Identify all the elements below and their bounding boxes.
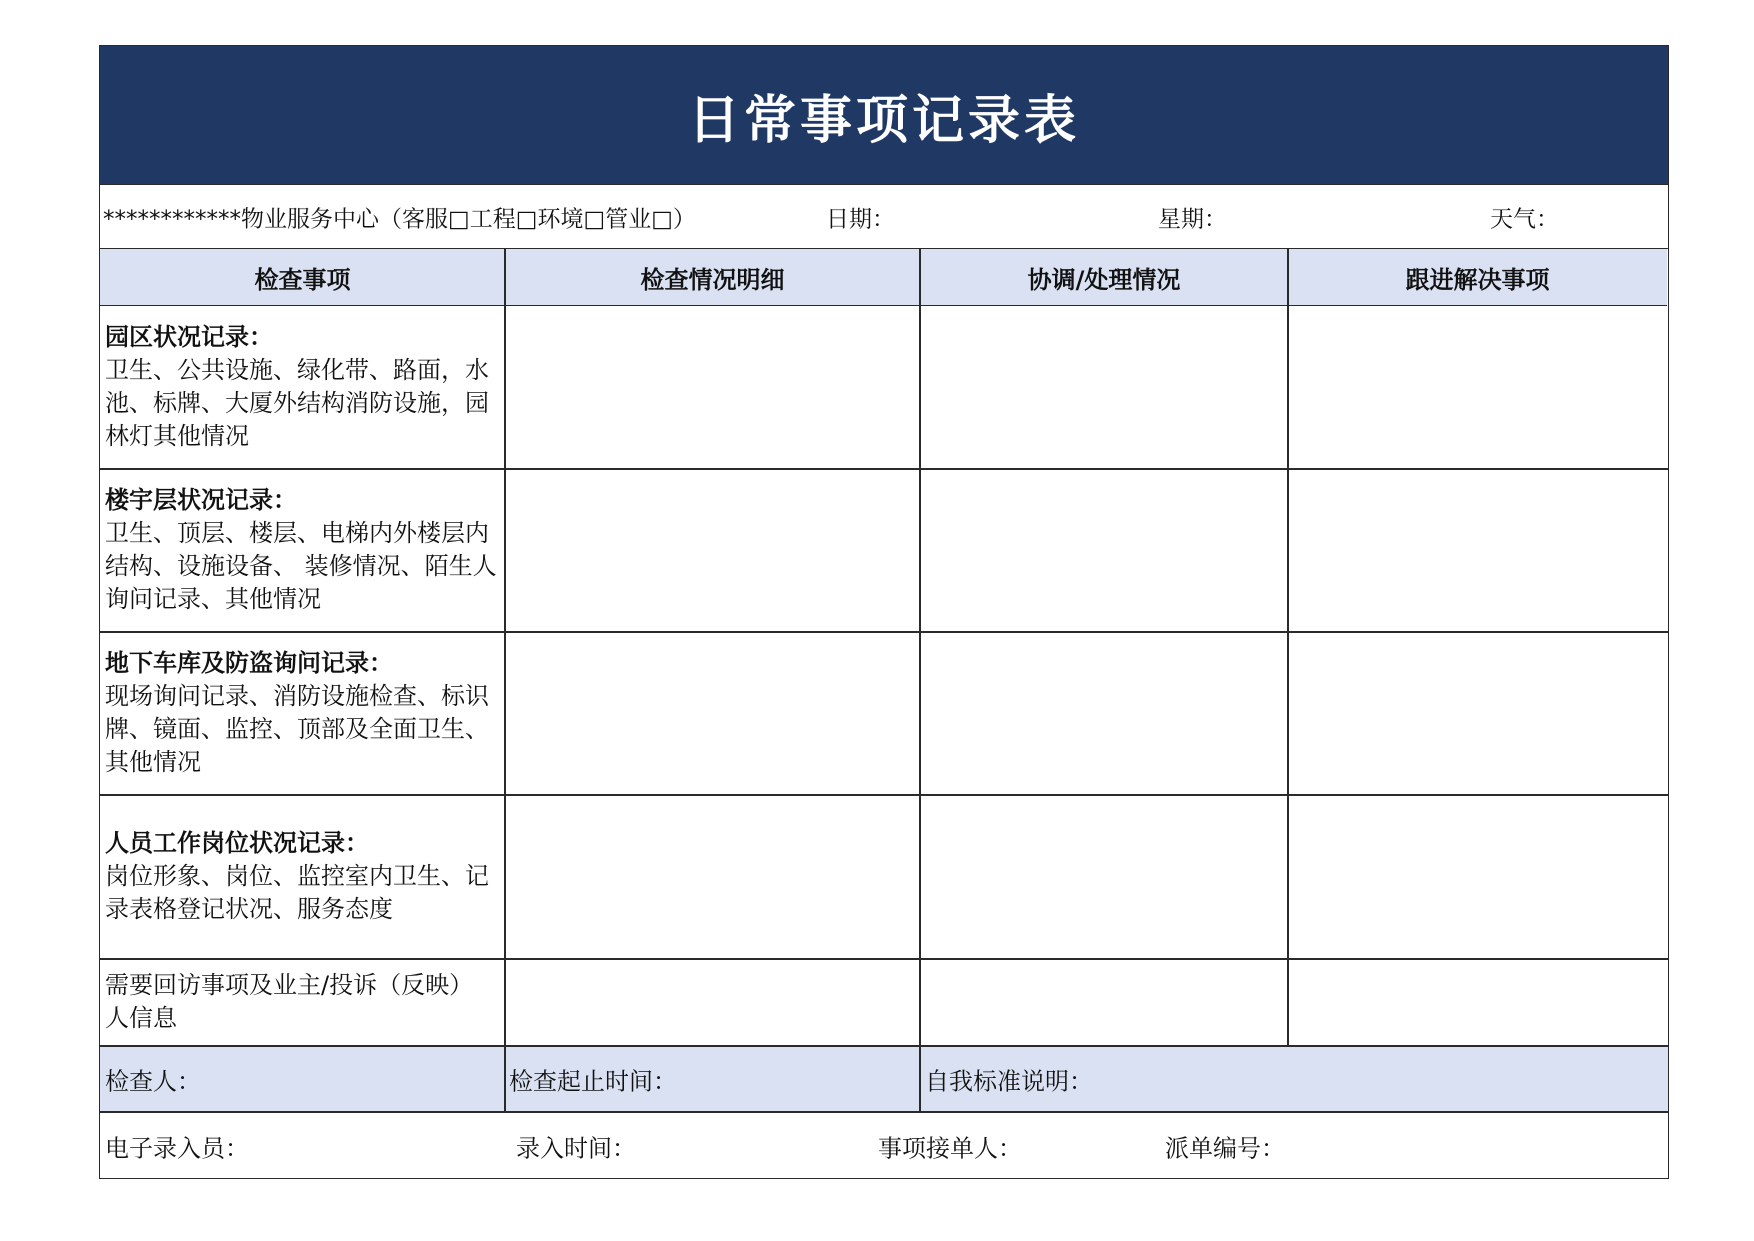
grid-line [100,1045,1668,1047]
row-title: 人员工作岗位状况记录： [105,829,369,857]
page-title: 日常事项记录表 [687,90,1080,151]
dispatch-number-label: 派单编号： [1165,1134,1285,1163]
service-center-text: ************物业服务中心（客服□工程□环境□管业□） [103,206,696,232]
row-title: 地下车库及防盗询问记录： [105,649,393,677]
entry-time-label: 录入时间： [516,1134,636,1163]
entry-clerk-label: 电子录入员： [105,1134,249,1163]
week-label: 星期： [1158,206,1227,232]
row-detail: 现场询问记录、消防设施检查、标识牌、镜面、监控、顶部及全面卫生、其他情况 [105,682,489,776]
grid-line [504,249,506,1112]
row-detail: 卫生、顶层、楼层、电梯内外楼层内结构、设施设备、 装修情况、陌生人询问记录、其他情况 [105,519,497,613]
record-sheet [99,45,1669,1179]
row-detail: 需要回访事项及业主/投诉（反映）人信息 [105,971,474,1032]
grid-line [1287,249,1289,1046]
receiver-label: 事项接单人： [878,1134,1022,1163]
row-callback-complaints [105,959,497,1045]
row-title: 园区状况记录： [105,323,273,351]
title-bar [100,46,1668,185]
info-row [100,185,1668,249]
header-coordination: 协调/处理情况 [920,249,1288,306]
header-check-item: 检查事项 [100,249,505,306]
row-staff-post-status [105,795,497,958]
self-standard-label: 自我标准说明： [925,1067,1093,1096]
header-check-detail: 检查情况明细 [505,249,920,306]
header-follow-up: 跟进解决事项 [1288,249,1667,306]
date-label: 日期： [826,206,895,232]
row-detail: 岗位形象、岗位、监控室内卫生、记录表格登记状况、服务态度 [105,862,489,923]
row-detail: 卫生、公共设施、绿化带、路面，水池、标牌、大厦外结构消防设施，园林灯其他情况 [105,356,489,450]
footer-band [100,1046,1668,1112]
grid-line [100,1111,1668,1113]
row-park-status [105,306,497,468]
row-title: 楼宇层状况记录： [105,486,297,514]
inspector-label: 检查人： [105,1067,201,1096]
row-garage-security [105,632,497,794]
row-building-floor-status [105,469,497,631]
check-time-label: 检查起止时间： [509,1067,677,1096]
weather-label: 天气： [1490,206,1559,232]
grid-line [919,249,921,1112]
